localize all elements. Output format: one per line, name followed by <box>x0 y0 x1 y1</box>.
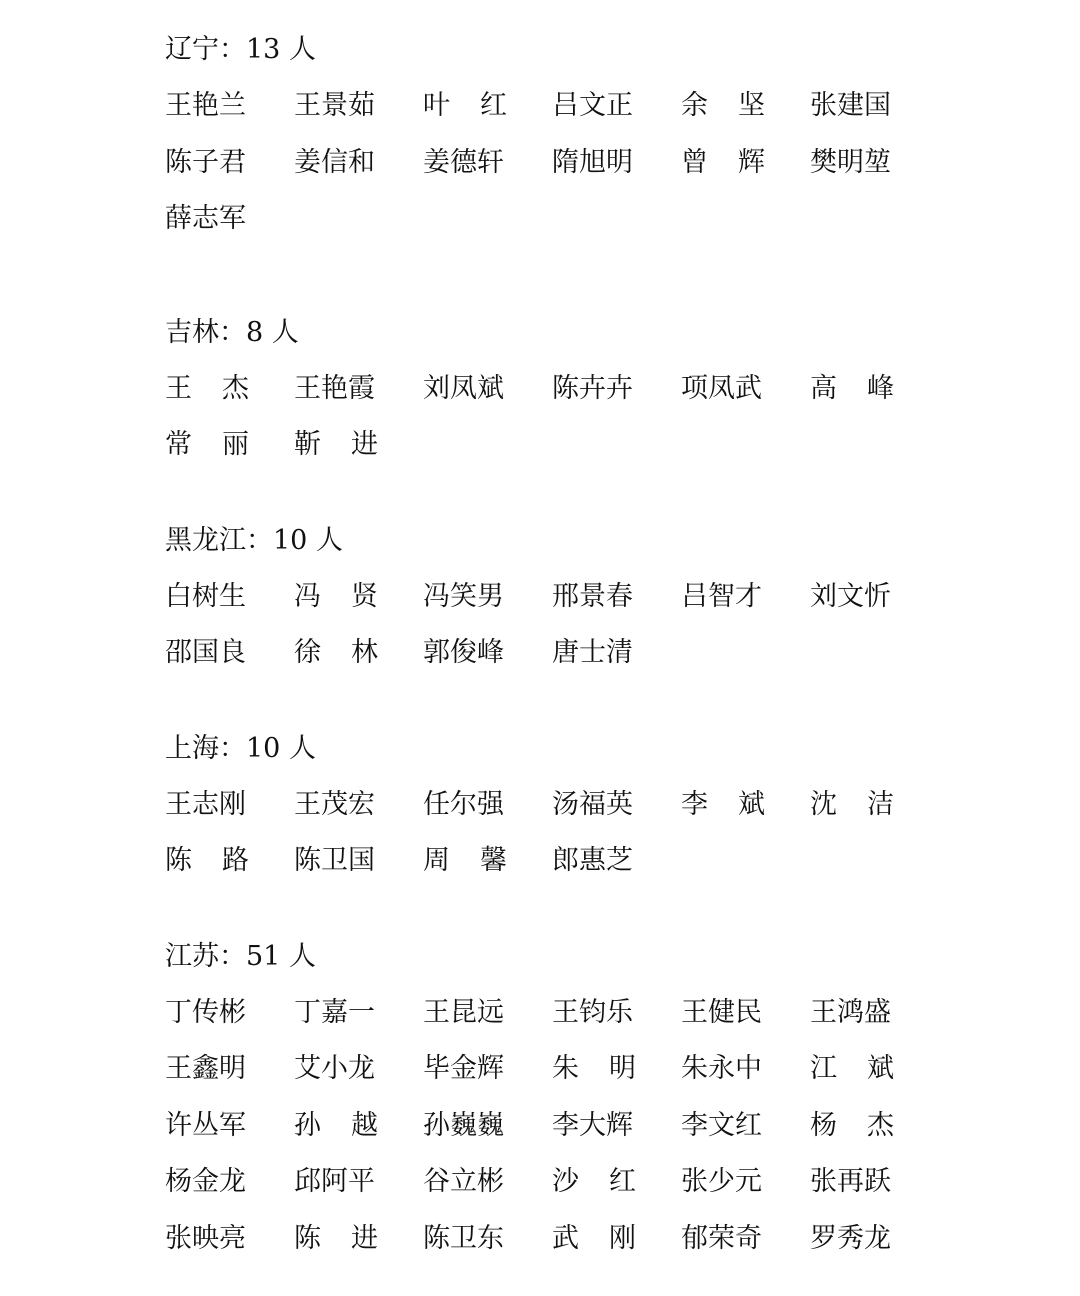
person-name: 高 峰 <box>810 372 894 404</box>
section-header: 黑龙江：10 人 <box>165 524 343 556</box>
person-name: 毕金辉 <box>423 1053 504 1084</box>
person-name: 汤福英 <box>552 788 633 820</box>
person-name: 李 斌 <box>681 788 765 820</box>
name-grid <box>165 569 925 682</box>
person-name: 王昆远 <box>423 996 504 1028</box>
person-name: 姜德轩 <box>423 146 504 178</box>
person-name: 张映亮 <box>165 1222 246 1254</box>
section-heilongjiang <box>165 513 925 682</box>
person-name: 王鸿盛 <box>810 996 891 1028</box>
person-name: 白树生 <box>165 580 246 612</box>
person-name: 邢景春 <box>552 580 633 612</box>
section-jiangsu <box>165 929 925 1268</box>
province-name: 江苏 <box>165 940 219 972</box>
person-name: 冯 贤 <box>294 580 378 612</box>
person-name: 郎惠芝 <box>552 845 633 876</box>
person-name: 常 丽 <box>165 429 249 460</box>
person-name: 孙 越 <box>294 1109 378 1141</box>
person-name: 艾小龙 <box>294 1053 375 1084</box>
person-name: 项凤武 <box>681 372 762 404</box>
province-name: 黑龙江 <box>165 524 246 556</box>
person-name: 武 刚 <box>552 1222 636 1254</box>
person-name: 陈卫东 <box>423 1222 504 1254</box>
person-name: 王钧乐 <box>552 996 633 1028</box>
section-shanghai <box>165 721 925 890</box>
person-name: 邱阿平 <box>294 1166 375 1197</box>
name-list-page <box>165 22 925 1267</box>
person-count: 51 人 <box>246 940 316 972</box>
person-name: 任尔强 <box>423 788 504 820</box>
person-name: 江 斌 <box>810 1053 894 1084</box>
person-name: 陈子君 <box>165 146 246 178</box>
section-jilin <box>165 305 925 474</box>
person-name: 徐 林 <box>294 637 378 668</box>
person-name: 张再跃 <box>810 1166 891 1197</box>
person-name: 王健民 <box>681 996 762 1028</box>
person-name: 沙 红 <box>552 1166 636 1197</box>
person-name: 王鑫明 <box>165 1053 246 1084</box>
person-name: 郁荣奇 <box>681 1222 762 1254</box>
name-grid <box>165 361 925 474</box>
person-name: 王 杰 <box>165 372 249 404</box>
person-name: 张少元 <box>681 1166 762 1197</box>
person-count: 8 人 <box>246 316 299 348</box>
person-count: 10 人 <box>246 732 316 764</box>
province-name: 上海 <box>165 732 219 764</box>
person-name: 陈 路 <box>165 845 249 876</box>
person-name: 杨金龙 <box>165 1166 246 1197</box>
person-name: 许丛军 <box>165 1109 246 1141</box>
person-name: 孙巍巍 <box>423 1109 504 1141</box>
person-name: 丁传彬 <box>165 996 246 1028</box>
person-name: 王景茹 <box>294 90 375 121</box>
person-name: 张建国 <box>810 90 891 121</box>
section-header: 吉林：8 人 <box>165 316 299 348</box>
person-name: 吕智才 <box>681 580 762 612</box>
person-name: 罗秀龙 <box>810 1222 891 1254</box>
name-grid <box>165 78 925 248</box>
person-count: 10 人 <box>273 524 343 556</box>
person-name: 陈卉卉 <box>552 372 633 404</box>
person-name: 余 坚 <box>681 90 765 121</box>
person-name: 王志刚 <box>165 788 246 820</box>
person-name: 冯笑男 <box>423 580 504 612</box>
person-name: 刘凤斌 <box>423 372 504 404</box>
person-name: 薛志军 <box>165 203 246 234</box>
section-header: 上海：10 人 <box>165 732 316 764</box>
person-count: 13 人 <box>246 34 316 65</box>
person-name: 陈卫国 <box>294 845 375 876</box>
name-grid <box>165 985 925 1268</box>
person-name: 朱永中 <box>681 1053 762 1084</box>
person-name: 姜信和 <box>294 146 375 178</box>
section-liaoning <box>165 22 925 248</box>
section-header: 辽宁：13 人 <box>165 34 316 65</box>
person-name: 王茂宏 <box>294 788 375 820</box>
person-name: 靳 进 <box>294 429 378 460</box>
province-name: 辽宁 <box>165 34 219 65</box>
person-name: 叶 红 <box>423 90 507 121</box>
person-name: 周 馨 <box>423 845 507 876</box>
person-name: 曾 辉 <box>681 146 765 178</box>
person-name: 杨 杰 <box>810 1109 894 1141</box>
person-name: 王艳霞 <box>294 372 375 404</box>
person-name: 唐士清 <box>552 637 633 668</box>
person-name: 樊明堃 <box>810 146 891 178</box>
person-name: 沈 洁 <box>810 788 894 820</box>
person-name: 陈 进 <box>294 1222 378 1254</box>
person-name: 朱 明 <box>552 1053 636 1084</box>
person-name: 谷立彬 <box>423 1166 504 1197</box>
section-header: 江苏：51 人 <box>165 940 316 972</box>
name-grid <box>165 777 925 890</box>
person-name: 隋旭明 <box>552 146 633 178</box>
person-name: 邵国良 <box>165 637 246 668</box>
province-name: 吉林 <box>165 316 219 348</box>
person-name: 郭俊峰 <box>423 637 504 668</box>
person-name: 王艳兰 <box>165 90 246 121</box>
person-name: 李大辉 <box>552 1109 633 1141</box>
person-name: 刘文忻 <box>810 580 891 612</box>
person-name: 丁嘉一 <box>294 996 375 1028</box>
person-name: 李文红 <box>681 1109 762 1141</box>
person-name: 吕文正 <box>552 90 633 121</box>
